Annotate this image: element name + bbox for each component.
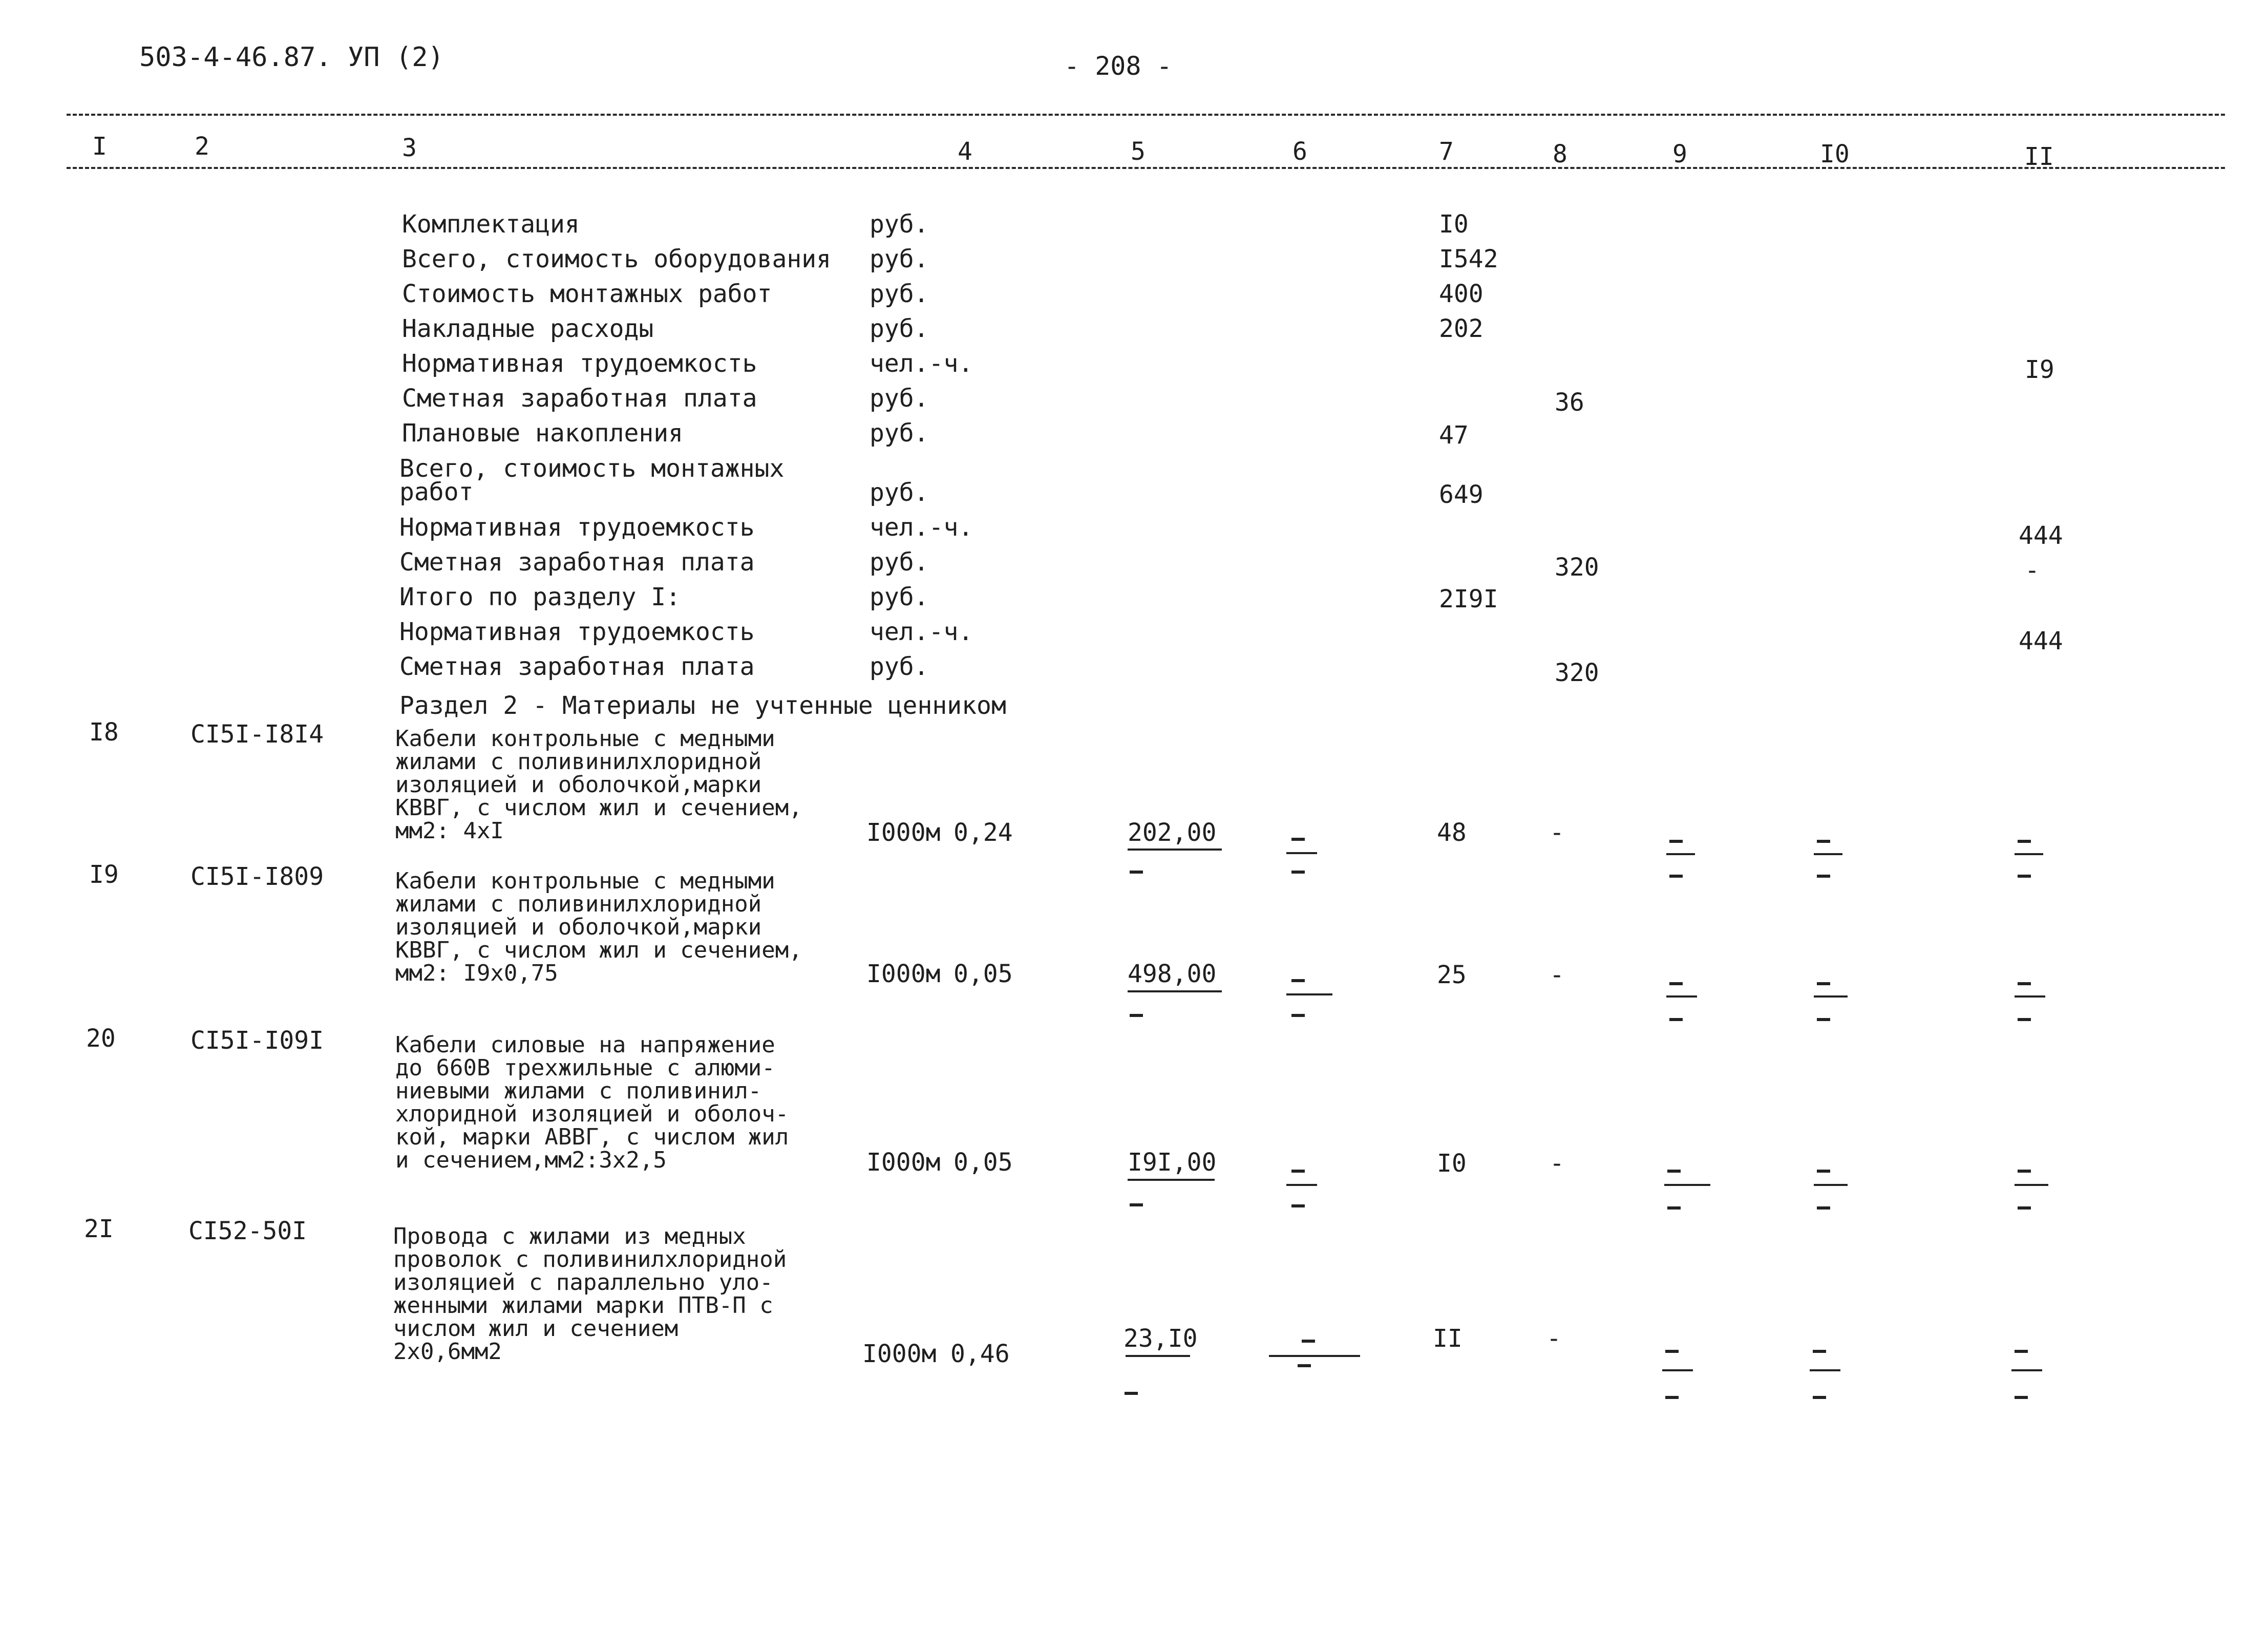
summary-col7: I542 [1439,245,1498,273]
item-quantity: 0,46 [950,1340,1010,1368]
fraction-line [2015,853,2043,855]
item-code: CI5I-I8I4 [190,720,324,749]
item-description: Кабели контрольные с медными жилами с поливинилхлоридной изоляцией и оболочкой,марки КВВГ, с числом жил и сечением, мм2: 4xI [395,726,802,844]
summary-col7: 649 [1439,480,1483,509]
dash-mark [1291,1170,1305,1173]
summary-name: Плановые накопления [402,419,684,448]
item-number: 20 [86,1024,116,1053]
item-price: I9I,00 [1128,1148,1217,1177]
dash-mark [1130,1014,1143,1017]
summary-name: Сметная заработная плата [402,384,757,413]
summary-unit: руб. [870,652,929,681]
dash-mark [1130,871,1143,874]
dash-mark [2018,1206,2031,1210]
fraction-line [2015,995,2045,998]
summary-unit: руб. [870,314,929,343]
page-number: - 208 - [1064,51,1172,81]
item-unit: I000м [866,960,941,988]
dash-mark [2018,1018,2031,1021]
item-description: Кабели контрольные с медными жилами с поливинилхлоридной изоляцией и оболочкой,марки КВВГ, с числом жил и сечением, мм2: I9x0,75 [395,868,802,986]
fraction-line [1286,852,1317,854]
summary-name: Комплектация [402,210,580,239]
summary-col8: 36 [1555,388,1584,417]
item-col8: - [1550,818,1564,847]
summary-name: Сметная заработная плата [399,652,755,681]
dash-mark [1813,1350,1826,1353]
summary-unit: руб. [870,280,929,308]
item-col7: I0 [1437,1149,1467,1178]
summary-unit: руб. [870,384,929,413]
dash-mark [1669,875,1683,878]
item-description: Кабели силовые на напряжение до 660В трехжильные с алюми- ниевыми жилами с поливинил- хлоридной изоляцией и оболоч- кой, марки АВВГ, с числом жил и сечением,мм2:3x2,5 [395,1032,789,1173]
dash-mark [1817,1170,1830,1173]
dash-mark [1298,1364,1311,1367]
price-underline [1128,1179,1215,1181]
price-underline [1128,990,1222,992]
summary-name: Всего, стоимость монтажных работ [399,454,785,506]
column-number: 7 [1439,137,1454,166]
dash-mark [1125,1392,1138,1395]
fraction-line [1666,853,1695,855]
item-quantity: 0,24 [953,818,1013,847]
fraction-line [1810,1369,1840,1371]
item-price: 202,00 [1128,818,1217,847]
summary-name: Накладные расходы [402,314,654,343]
summary-unit: руб. [870,583,929,611]
item-description: Провода с жилами из медных проволок с поливинилхлоридной изоляцией с параллельно уло- женными жилами марки ПТВ-П с числом жил и сечением 2x0,6мм2 [393,1223,787,1365]
dash-mark [2015,1396,2028,1399]
dash-mark [1291,1014,1305,1017]
dash-mark [1669,982,1683,985]
dash-mark [1130,1203,1143,1206]
summary-unit: руб. [870,548,929,577]
item-code: CI5I-I809 [190,862,324,891]
summary-col8: 320 [1555,659,1599,687]
summary-name: Нормативная трудоемкость [399,513,755,542]
summary-col7: 2I9I [1439,585,1498,613]
document-code: 503-4-46.87. УП (2) [139,42,444,73]
dash-mark [1291,838,1305,841]
summary-col11: - [2025,556,2040,585]
summary-col7: 47 [1439,421,1469,450]
dash-mark [1817,875,1830,878]
dash-mark [1817,1018,1830,1021]
fraction-line [1814,995,1848,998]
dash-mark [1665,1350,1679,1353]
dash-mark [2018,875,2031,878]
column-number: I0 [1820,140,1850,168]
summary-col8: 320 [1555,553,1599,582]
item-number: I9 [89,860,119,889]
summary-col7: 400 [1439,280,1483,308]
summary-name: Итого по разделу I: [399,583,681,611]
dash-mark [1817,982,1830,985]
dash-mark [1817,840,1830,843]
item-col8: - [1550,961,1564,989]
column-header-rule [67,167,2225,169]
fraction-line [1814,853,1842,855]
summary-unit: руб. [870,419,929,448]
item-quantity: 0,05 [953,1148,1013,1177]
summary-name: Всего, стоимость оборудования [402,245,832,273]
summary-col11: 444 [2019,521,2063,550]
dash-mark [1291,1204,1305,1207]
item-price: 23,I0 [1124,1324,1198,1353]
dash-mark [1291,979,1305,982]
item-code: CI52-50I [188,1217,307,1245]
summary-unit: чел.-ч. [870,349,973,378]
item-code: CI5I-I09I [190,1026,324,1055]
column-number: I [92,132,107,161]
column-number: 8 [1553,140,1567,168]
fraction-line [1286,993,1332,995]
summary-unit: руб. [870,210,929,239]
dash-mark [2018,982,2031,985]
item-col7: 25 [1437,961,1467,989]
dash-mark [2015,1350,2028,1353]
dash-mark [1667,1170,1681,1173]
column-number: II [2024,142,2054,171]
summary-unit: чел.-ч. [870,513,973,542]
fraction-line [1269,1355,1360,1357]
fraction-line [1664,1184,1710,1186]
summary-col11: 444 [2019,627,2063,655]
top-rule [67,114,2225,116]
summary-col7: I0 [1439,210,1469,239]
section-title: Раздел 2 - Материалы не учтенные ценником [399,691,1006,720]
column-number: 3 [402,134,417,162]
dash-mark [1669,840,1683,843]
dash-mark [1669,1018,1683,1021]
column-number: 6 [1292,137,1307,166]
dash-mark [2018,840,2031,843]
summary-col7: 202 [1439,314,1483,343]
column-number: 4 [958,137,972,166]
summary-col11: I9 [2025,355,2054,384]
column-number: 5 [1131,137,1146,166]
summary-name: Нормативная трудоемкость [399,618,755,646]
item-quantity: 0,05 [953,960,1013,988]
dash-mark [1813,1396,1826,1399]
item-unit: I000м [866,818,941,847]
dash-mark [1665,1396,1679,1399]
summary-name: Стоимость монтажных работ [402,280,772,308]
item-col7: 48 [1437,818,1467,847]
dash-mark [1291,871,1305,874]
item-number: 2I [84,1215,114,1243]
item-col7: II [1433,1324,1462,1353]
fraction-line [1662,1369,1693,1371]
fraction-line [2011,1369,2042,1371]
price-underline [1126,1355,1190,1357]
dash-mark [1302,1340,1315,1343]
fraction-line [2015,1184,2048,1186]
dash-mark [1667,1206,1681,1210]
dash-mark [1817,1206,1830,1210]
column-number: 9 [1672,140,1687,168]
item-number: I8 [89,718,119,747]
item-price: 498,00 [1128,960,1217,988]
fraction-line [1666,995,1697,998]
column-number: 2 [195,132,209,161]
fraction-line [1814,1184,1848,1186]
fraction-line [1286,1184,1317,1186]
item-unit: I000м [862,1340,937,1368]
summary-unit: руб. [870,245,929,273]
summary-name: Нормативная трудоемкость [402,349,757,378]
dash-mark [2018,1170,2031,1173]
item-col8: - [1546,1324,1561,1353]
summary-name: Сметная заработная плата [399,548,755,577]
summary-unit: руб. [870,478,929,507]
item-col8: - [1550,1149,1564,1178]
price-underline [1128,849,1222,851]
item-unit: I000м [866,1148,941,1177]
summary-unit: чел.-ч. [870,618,973,646]
